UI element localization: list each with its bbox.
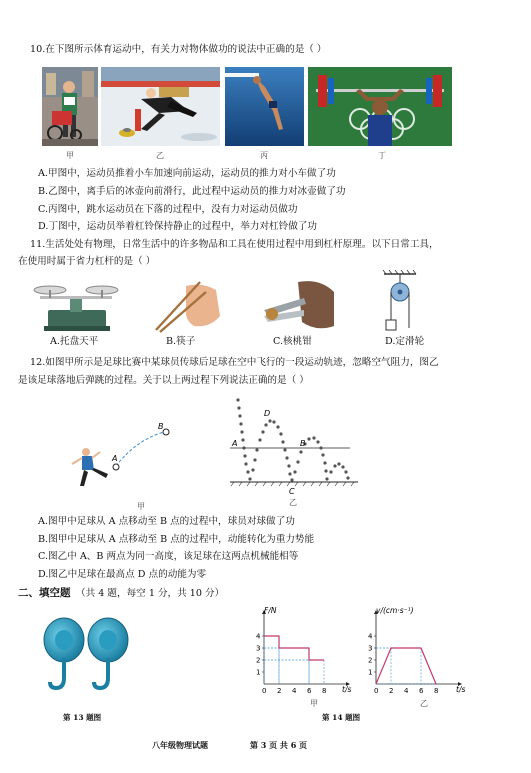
q11-option-b: B.筷子 — [166, 336, 196, 347]
fig-yi-caption: 乙 — [289, 498, 297, 507]
chart-yi-xlabel: t/s — [456, 685, 466, 694]
chart-yi-x-tick: 6 — [419, 687, 424, 695]
fig-jia-label-a: A — [112, 454, 118, 463]
chopsticks-illustration — [150, 276, 222, 334]
chart-yi-y-tick: 4 — [368, 632, 373, 641]
chart-yi-ylabel: v/(cm·s⁻¹) — [376, 606, 414, 615]
q10-stem: 10.在下图所示体育运动中，有关力对物体做功的说法中正确的是（ ） — [30, 44, 327, 55]
chart-jia-y-tick: 1 — [256, 668, 261, 677]
chart-jia-x-tick: 8 — [322, 687, 327, 695]
photo-curling — [101, 67, 220, 146]
q13-caption: 第 13 题图 — [63, 713, 102, 722]
fig-yi-label-c: C — [289, 487, 295, 496]
section-title: 二、填空题 — [18, 587, 71, 599]
fig-jia-caption: 甲 — [137, 502, 145, 511]
chart-jia-x-tick: 4 — [292, 687, 297, 695]
chart-jia-x-tick: 0 — [262, 687, 267, 695]
q10-option-a: A.甲图中，运动员推着小车加速向前运动，运动员的推力对小车做了功 — [38, 168, 336, 179]
chart-jia-x-tick: 2 — [277, 687, 282, 695]
chart-jia-x-tick: 6 — [307, 687, 312, 695]
chart-force-time — [250, 604, 358, 706]
chart-yi-x-tick: 4 — [404, 687, 409, 695]
chart-yi-x-tick: 8 — [434, 687, 439, 695]
nutcracker-illustration — [258, 276, 338, 334]
caption-bing: 丙 — [260, 151, 268, 160]
q12-stem-line2: 是该足球落地后弹跳的过程。关于以上两过程下列说法正确的是（ ） — [18, 375, 309, 386]
q11-stem-line1: 11.生活处处有物理，日常生活中的许多物品和工具在使用过程中用到杠杆原理。以下日常工具， — [30, 239, 439, 250]
caption-ding: 丁 — [378, 151, 386, 160]
q12-stem-line1: 12.如图甲所示是足球比赛中某球员传球后足球在空中飞行的一段运动轨迹，忽略空气阻力，图乙 — [30, 357, 439, 368]
chart-jia-ylabel: F/N — [264, 606, 277, 615]
fig-jia-label-b: B — [158, 422, 164, 431]
fig-yi-label-a: A — [232, 439, 238, 448]
chart-yi-series-line — [376, 648, 436, 684]
q11-option-a: A.托盘天平 — [50, 336, 99, 347]
fig-yi-label-b: B — [300, 439, 306, 448]
q14-caption: 第 14 题图 — [322, 713, 361, 722]
q12-option-b: B.图甲中足球从 A 点移动至 B 点的过程中，动能转化为重力势能 — [38, 534, 315, 545]
q12-option-a: A.图甲中足球从 A 点移动至 B 点的过程中，球员对球做了功 — [38, 516, 295, 527]
chart-jia-y-tick: 3 — [256, 644, 261, 653]
chart-jia-xlabel: t/s — [342, 685, 352, 694]
footer-subject: 八年级物理试题 — [152, 740, 208, 750]
chart-yi-x-tick: 2 — [389, 687, 394, 695]
q12-option-d: D.图乙中足球在最高点 D 点的动能为零 — [38, 569, 207, 580]
q11-option-c: C.核桃钳 — [273, 336, 312, 347]
footer-page: 第 3 页 共 6 页 — [250, 740, 308, 750]
figure-jia-ball-trajectory — [66, 420, 196, 504]
q10-option-c: C.丙图中，跳水运动员在下落的过程中，没有力对运动员做功 — [38, 204, 298, 215]
chart-yi-y-tick: 3 — [368, 644, 373, 653]
chart-jia-y-tick: 2 — [256, 656, 261, 665]
suction-cup-hooks-illustration — [38, 612, 136, 696]
chart-yi-y-tick: 1 — [368, 668, 373, 677]
section-note: （共 4 题，每空 1 分，共 10 分） — [76, 588, 225, 599]
q10-option-d: D.丁图中，运动员举着杠铃保持静止的过程中，举力对杠铃做了功 — [38, 221, 318, 232]
figure-yi-bouncing-ball — [226, 394, 366, 498]
q12-option-c: C.图乙中 A、B 两点为同一高度，该足球在这两点机械能相等 — [38, 551, 299, 562]
chart-jia-caption: 甲 — [310, 699, 318, 708]
chart-yi-caption: 乙 — [420, 699, 428, 708]
q11-option-d: D.定滑轮 — [385, 336, 425, 347]
chart-yi-y-tick: 2 — [368, 656, 373, 665]
chart-jia-y-tick: 4 — [256, 632, 261, 641]
fig-yi-label-d: D — [264, 409, 271, 418]
chart-velocity-time — [362, 604, 474, 706]
caption-yi: 乙 — [156, 151, 164, 160]
q10-option-b: B.乙图中，离手后的冰壶向前滑行，此过程中运动员的推力对冰壶做了功 — [38, 186, 346, 197]
photo-wheelchair-runner — [42, 67, 98, 146]
chart-yi-x-tick: 0 — [374, 687, 379, 695]
fixed-pulley-illustration — [378, 270, 422, 336]
caption-jia: 甲 — [66, 151, 74, 160]
q11-stem-line2: 在使用时属于省力杠杆的是（ ） — [18, 256, 156, 267]
photo-diver — [225, 67, 304, 146]
photo-weightlifter — [308, 67, 452, 146]
balance-scale-illustration — [30, 276, 122, 334]
